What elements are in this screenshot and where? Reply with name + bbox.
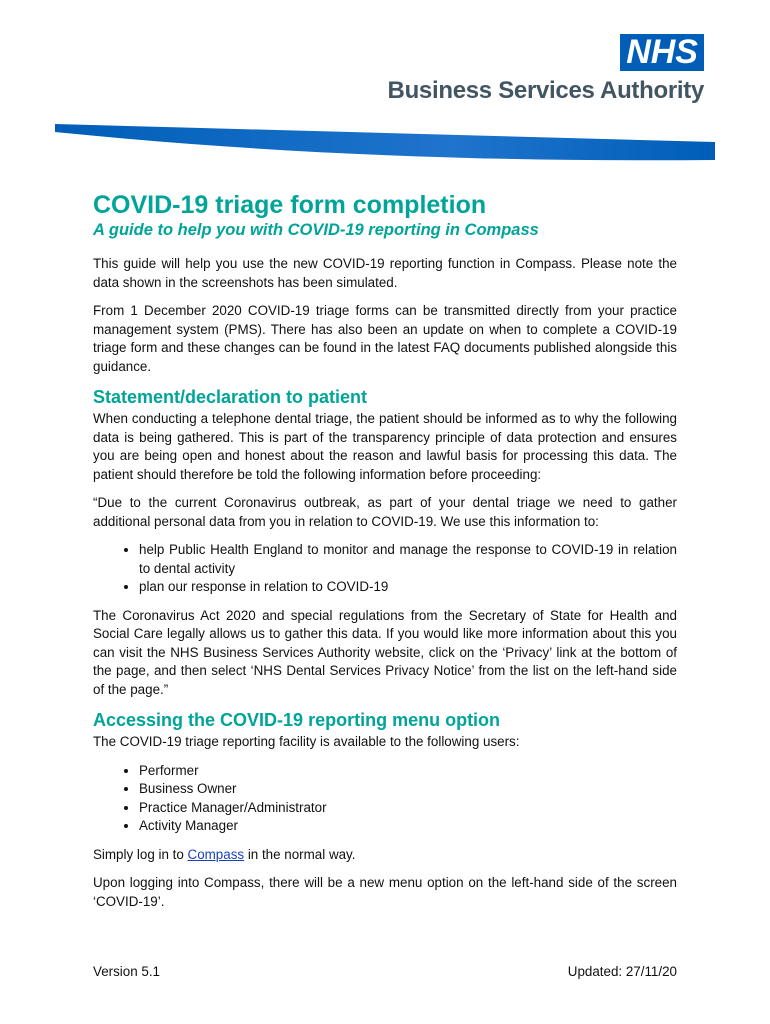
list-item: • help Public Health England to monitor and manage the response to COVID-19 in relation to dental activity [139,541,677,578]
login-paragraph: Simply log in to Compass in the normal way. [93,846,356,862]
page-subtitle: A guide to help you with COVID-19 reporting in Compass [93,221,539,239]
header-swoosh [55,118,715,164]
compass-link[interactable]: Compass [187,846,245,862]
intro-paragraph-1: This guide will help you use the new COVID-19 reporting function in Compass. Please note the data shown in the screenshots has been simulated. [93,256,677,290]
access-heading: Accessing the COVID-19 reporting menu option [93,710,501,730]
nhs-logo: NHS [620,34,704,71]
users-list [93,762,677,836]
list-item: • Performer [139,762,677,781]
statement-heading: Statement/declaration to patient [93,387,368,407]
document-body [93,190,677,921]
list-item: • Activity Manager [139,817,677,836]
updated-label: Updated: 27/11/20 [567,964,677,979]
org-name: Business Services Authority [387,77,704,104]
version-label: Version 5.1 [93,964,160,979]
statement-bullet-list [93,541,677,597]
statement-paragraph-2: “Due to the current Coronavirus outbreak, as part of your dental triage we need to gather additional personal data from you in relation to COVID-19. We use this information to: [93,495,677,529]
intro-paragraph-2: From 1 December 2020 COVID-19 triage forms can be transmitted directly from your practice management system (PMS). There has also been an update on when to complete a COVID-19 triage form and these changes can be found in the latest FAQ documents published alongside this guidance. [93,303,677,374]
page-title: COVID-19 triage form completion [93,191,487,219]
statement-paragraph-3: The Coronavirus Act 2020 and special regulations from the Secretary of State for Health and Social Care legally allows us to gather this data. If you would like more information about this you can visit the NHS Business Services Authority website, click on the ‘Privacy’ link at the bottom of the page, and then select ‘NHS Dental Services Privacy Notice’ from the list on the left-hand side of the page.” [93,607,677,697]
list-item: • plan our response in relation to COVID-19 [139,578,677,597]
access-paragraph-1: The COVID-19 triage reporting facility is available to the following users: [93,734,520,749]
list-item: • Practice Manager/Administrator [139,799,677,818]
page-footer [93,964,677,979]
nhs-bsa-logo [388,34,704,105]
access-paragraph-3: Upon logging into Compass, there will be a new menu option on the left-hand side of the screen ‘COVID-19’. [93,875,677,909]
statement-paragraph-1: When conducting a telephone dental triage, the patient should be informed as to why the following data is being gathered. This is part of the transparency principle of data protection and ensures you are being open and honest about the reason and lawful basis for processing this data. The patient should therefore be told the following information before proceeding: [93,411,677,482]
list-item: • Business Owner [139,780,677,799]
